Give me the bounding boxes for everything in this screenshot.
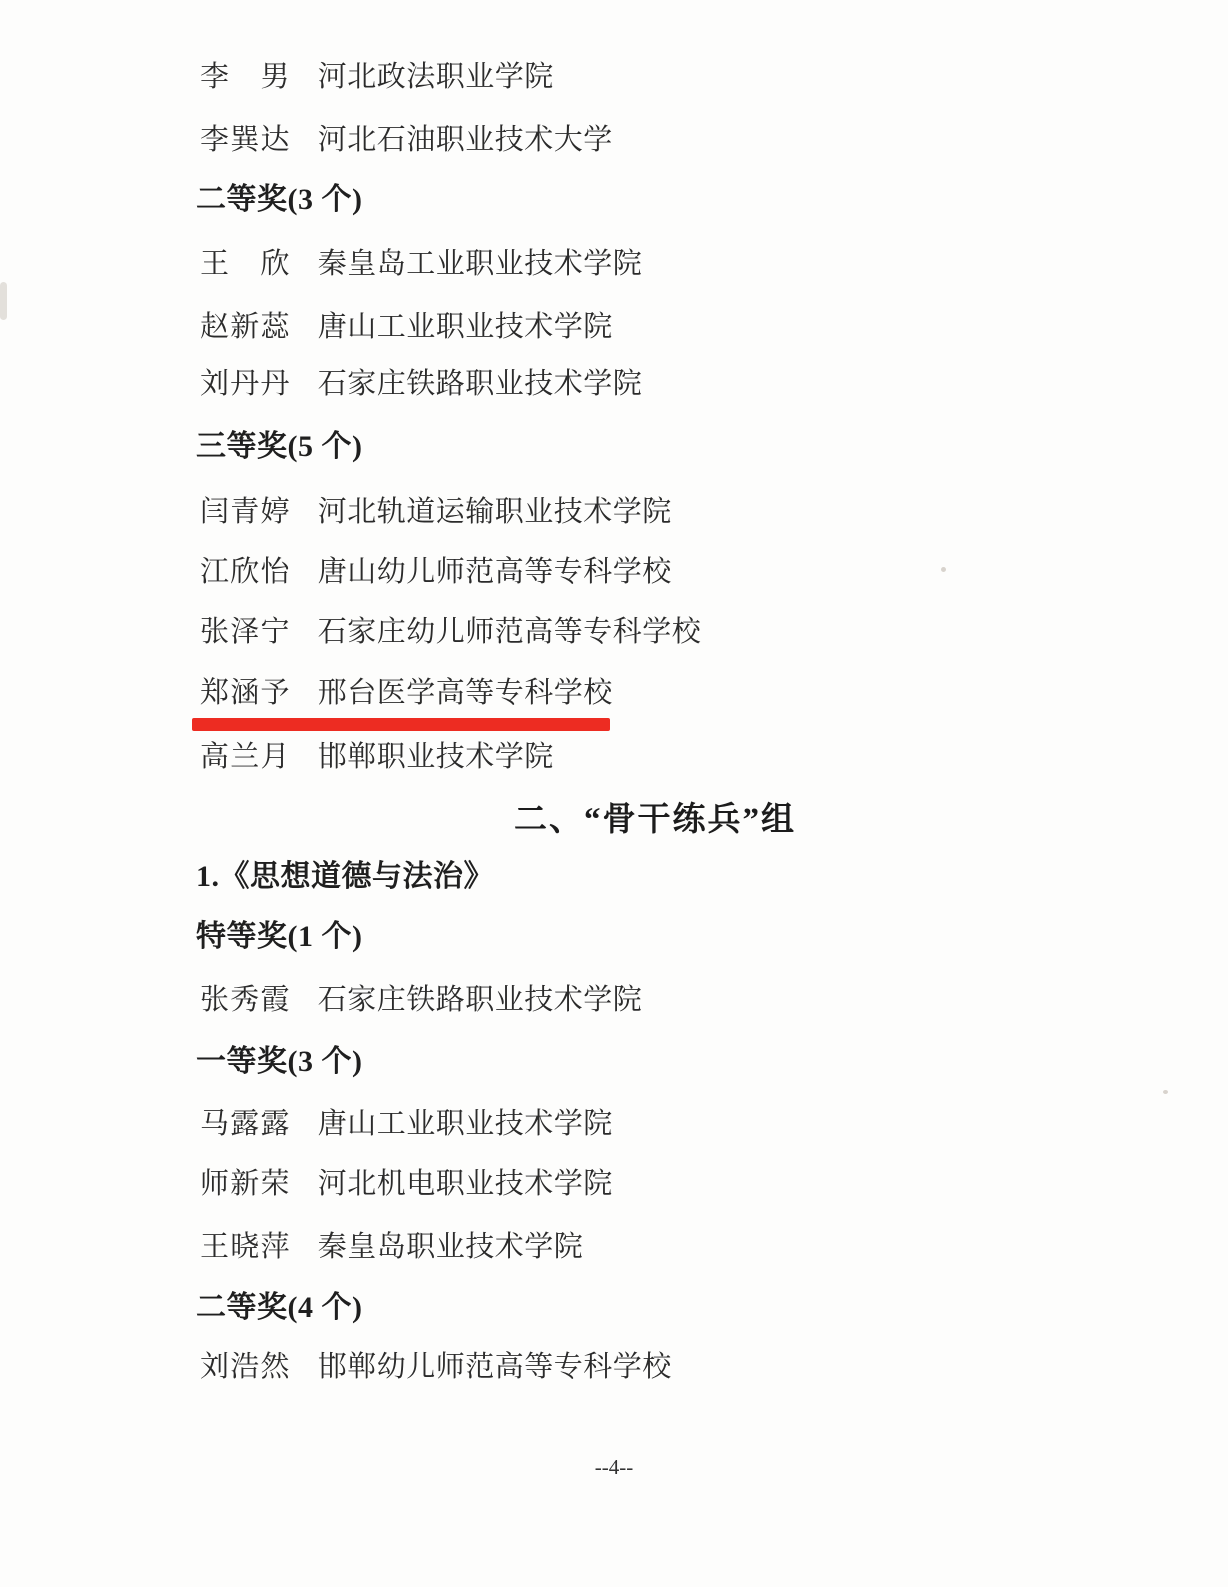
award-entry-row	[200, 555, 672, 589]
award-entry-row	[200, 60, 554, 94]
school-name: 唐山工业职业技术学院	[317, 311, 613, 343]
course-title: 1.《思想道德与法治》	[196, 860, 494, 893]
school-name: 石家庄铁路职业技术学院	[317, 984, 643, 1016]
award-entry-row	[200, 1107, 613, 1141]
scan-speck	[941, 567, 946, 572]
school-name: 河北政法职业学院	[317, 61, 554, 93]
winner-name: 江欣怡	[200, 556, 290, 588]
winner-name: 李巽达	[200, 124, 290, 156]
winner-name: 郑涵予	[200, 677, 290, 709]
red-underline-highlight	[192, 718, 610, 731]
page-number: --4--	[594, 1455, 634, 1479]
award-entry-row	[200, 367, 642, 401]
award-tier-header: 二等奖(4 个)	[196, 1291, 363, 1324]
school-name: 邯郸幼儿师范高等专科学校	[317, 1351, 672, 1383]
school-name: 河北轨道运输职业技术学院	[317, 496, 672, 528]
award-entry-row	[200, 615, 701, 649]
winner-name: 闫青婷	[200, 496, 290, 528]
winner-name: 王 欣	[200, 248, 290, 280]
award-entry-row	[200, 983, 642, 1017]
winner-name: 刘丹丹	[200, 368, 290, 400]
school-name: 石家庄铁路职业技术学院	[317, 368, 643, 400]
award-entry-row	[200, 123, 613, 157]
award-entry-row-highlighted	[200, 676, 613, 710]
winner-name: 师新荣	[200, 1168, 290, 1200]
award-entry-row	[200, 1350, 672, 1384]
winner-name: 王晓萍	[200, 1231, 290, 1263]
award-tier-header: 一等奖(3 个)	[196, 1045, 363, 1078]
winner-name: 张泽宁	[200, 616, 290, 648]
winner-name: 赵新蕊	[200, 311, 290, 343]
award-entry-row	[200, 495, 672, 529]
award-entry-row	[200, 247, 642, 281]
award-tier-header: 三等奖(5 个)	[196, 430, 363, 463]
winner-name: 刘浩然	[200, 1351, 290, 1383]
winner-name: 高兰月	[200, 741, 290, 773]
award-tier-header: 二等奖(3 个)	[196, 183, 363, 216]
winner-name: 张秀霞	[200, 984, 290, 1016]
award-entry-row	[200, 310, 613, 344]
school-name: 石家庄幼儿师范高等专科学校	[317, 616, 702, 648]
section-header: 二、“骨干练兵”组	[514, 802, 796, 838]
winner-name: 马露露	[200, 1108, 290, 1140]
scan-smudge	[0, 282, 7, 320]
school-name: 唐山工业职业技术学院	[317, 1108, 613, 1140]
school-name: 河北石油职业技术大学	[317, 124, 613, 156]
award-entry-row	[200, 740, 554, 774]
school-name: 河北机电职业技术学院	[317, 1168, 613, 1200]
school-name: 秦皇岛工业职业技术学院	[317, 248, 643, 280]
award-tier-header: 特等奖(1 个)	[196, 920, 363, 953]
scan-speck	[1163, 1090, 1168, 1094]
school-name: 唐山幼儿师范高等专科学校	[317, 556, 672, 588]
school-name: 秦皇岛职业技术学院	[317, 1231, 584, 1263]
winner-name: 李 男	[200, 61, 290, 93]
school-name: 邯郸职业技术学院	[317, 741, 554, 773]
award-entry-row	[200, 1230, 583, 1264]
school-name: 邢台医学高等专科学校	[317, 677, 613, 709]
award-entry-row	[200, 1167, 613, 1201]
